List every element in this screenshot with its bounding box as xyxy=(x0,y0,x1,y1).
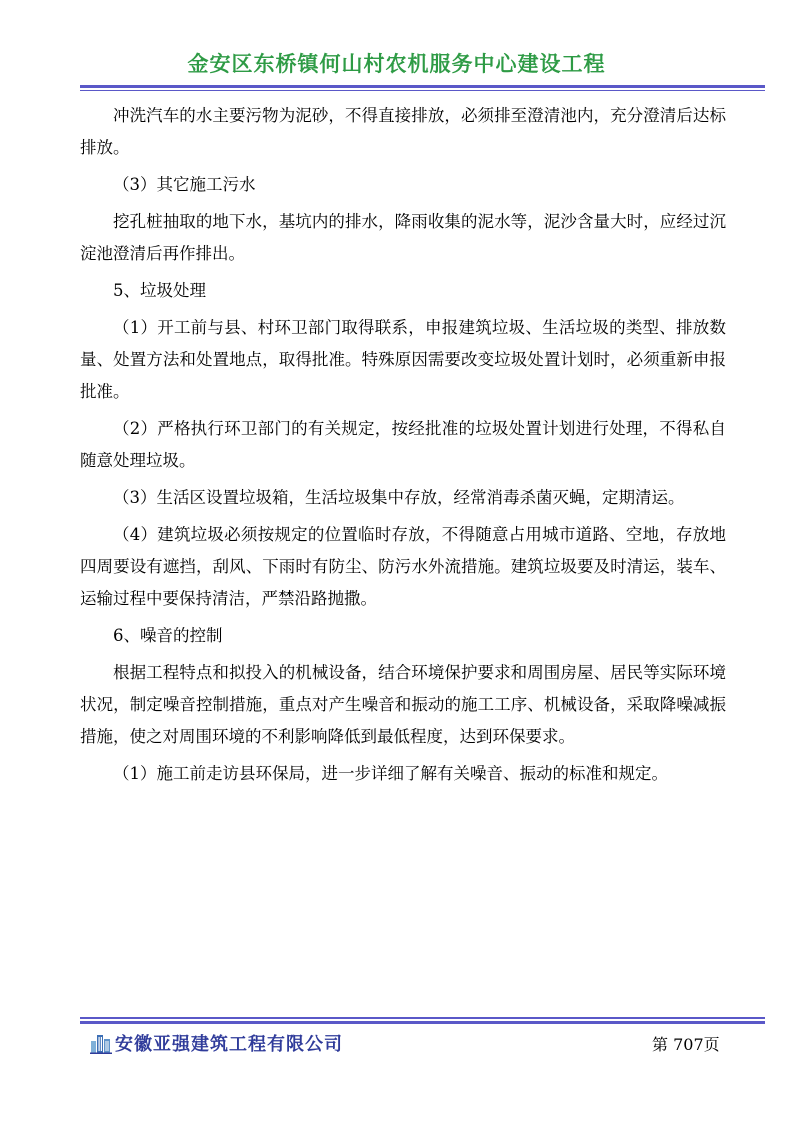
document-body xyxy=(80,100,726,795)
paragraph: （1）开工前与县、村环卫部门取得联系，申报建筑垃圾、生活垃圾的类型、排放数量、处置方法和处置地点，取得批准。特殊原因需要改变垃圾处置计划时，必须重新申报批准。 xyxy=(80,318,726,401)
footer-company xyxy=(90,1030,343,1056)
footer-divider xyxy=(80,1017,765,1024)
paragraph: （1）施工前走访县环保局，进一步详细了解有关噪音、振动的标准和规定。 xyxy=(113,764,668,783)
paragraph: （4）建筑垃圾必须按规定的位置临时存放，不得随意占用城市道路、空地，存放地四周要设有遮挡，刮风、下雨时有防尘、防污水外流措施。建筑垃圾要及时清运，装车、运输过程中要保持清洁，严禁沿路抛撒。 xyxy=(80,525,726,608)
paragraph: （3）生活区设置垃圾箱，生活垃圾集中存放，经常消毒杀菌灭蝇，定期清运。 xyxy=(113,488,685,507)
company-name: 安徽亚强建筑工程有限公司 xyxy=(115,1034,343,1055)
section-heading: 5、垃圾处理 xyxy=(113,281,206,300)
paragraph: 根据工程特点和拟投入的机械设备，结合环境保护要求和周围房屋、居民等实际环境状况，制定噪音控制措施，重点对产生噪音和振动的施工工序、机械设备，采取降噪减振措施，使之对周围环境的不利影响降低到最低程度，达到环保要求。 xyxy=(80,663,726,746)
section-heading: 6、噪音的控制 xyxy=(113,626,223,645)
header-divider xyxy=(80,85,765,91)
paragraph: 冲洗汽车的水主要污物为泥砂，不得直接排放，必须排至澄清池内，充分澄清后达标排放。 xyxy=(80,106,726,157)
page-header-title: 金安区东桥镇何山村农机服务中心建设工程 xyxy=(187,52,606,76)
subsection-heading: （3）其它施工污水 xyxy=(113,175,256,194)
page-number: 第 707页 xyxy=(652,1035,720,1054)
paragraph: 挖孔桩抽取的地下水，基坑内的排水，降雨收集的泥水等，泥沙含量大时，应经过沉淀池澄清后再作排出。 xyxy=(80,212,726,263)
building-icon xyxy=(90,1032,112,1054)
paragraph: （2）严格执行环卫部门的有关规定，按经批准的垃圾处置计划进行处理，不得私自随意处理垃圾。 xyxy=(80,419,726,470)
